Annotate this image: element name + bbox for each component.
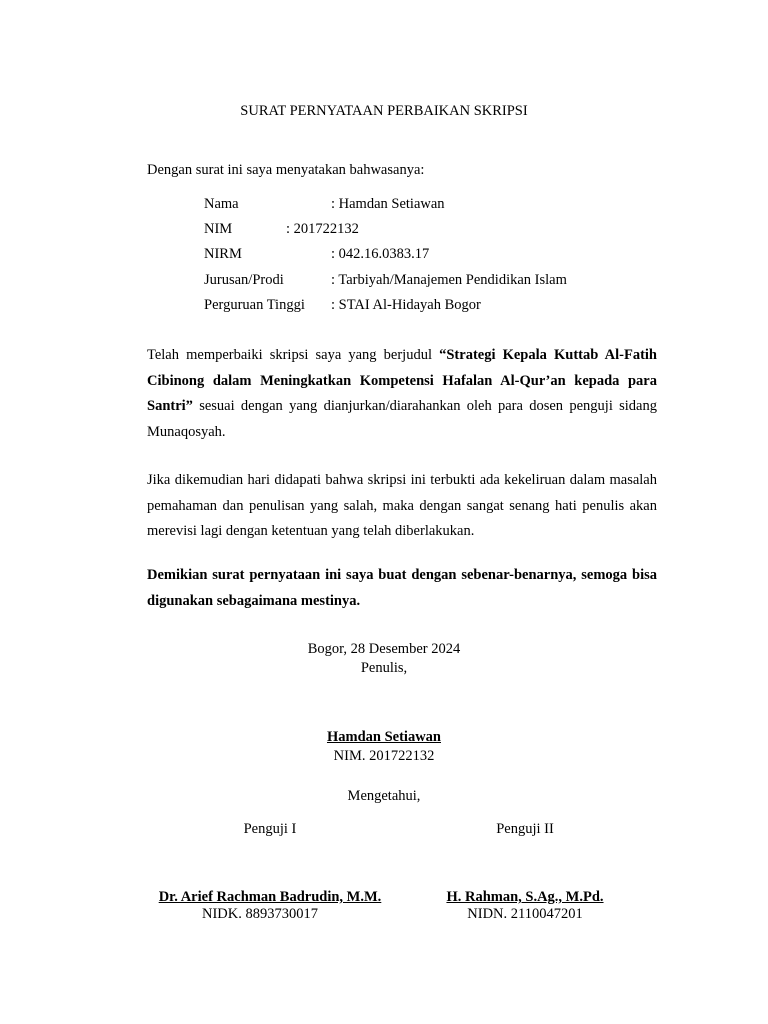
identity-label: Perguruan Tinggi xyxy=(204,297,305,313)
identity-label: NIM xyxy=(204,221,233,237)
examiner2-name: H. Rahman, S.Ag., M.Pd. xyxy=(446,889,604,905)
identity-label: Nama xyxy=(204,196,239,212)
statement-paragraph xyxy=(147,343,657,445)
identity-value: : Hamdan Setiawan xyxy=(331,196,445,212)
statement-rest: sesuai dengan yang dianjurkan/diarahankan oleh para dosen penguji sidang Munaqosyah. xyxy=(147,398,657,440)
identity-value: : 201722132 xyxy=(286,221,359,237)
identity-value: : Tarbiyah/Manajemen Pendidikan Islam xyxy=(331,272,567,288)
acknowledged-label: Mengetahui, xyxy=(347,788,421,804)
identity-label: Jurusan/Prodi xyxy=(204,272,284,288)
thesis-title: “Strategi Kepala Kuttab Al-Fatih Cibinong dalam Meningkatkan Kompetensi Hafalan Al-Qur’an kepada para Santri” xyxy=(147,347,657,414)
writer-role: Penulis, xyxy=(360,660,408,676)
examiner2-id: NIDN. 2110047201 xyxy=(467,906,583,922)
examiner2-role: Penguji II xyxy=(496,821,554,837)
identity-value: : STAI Al-Hidayah Bogor xyxy=(331,297,481,313)
identity-value: : 042.16.0383.17 xyxy=(331,246,430,262)
examiner1-role: Penguji I xyxy=(243,821,297,837)
examiner1-id: NIDK. 8893730017 xyxy=(202,906,318,922)
intro-text: Dengan surat ini saya menyatakan bahwasanya: xyxy=(147,162,425,178)
statement-lead: Telah memperbaiki skripsi saya yang berjudul xyxy=(147,347,440,363)
closing-paragraph: Demikian surat pernyataan ini saya buat dengan sebenar-benarnya, semoga bisa digunakan sebagaimana mestinya. xyxy=(147,567,657,609)
examiner1-name: Dr. Arief Rachman Badrudin, M.M. xyxy=(158,889,382,905)
writer-nim: NIM. 201722132 xyxy=(333,748,435,764)
revision-paragraph: Jika dikemudian hari didapati bahwa skripsi ini terbukti ada kekeliruan dalam masalah pemahaman dan penulisan yang salah, maka dengan sangat senang hati penulis akan merevisi lagi dengan ketentuan yang telah diberlakukan. xyxy=(147,472,657,539)
writer-name: Hamdan Setiawan xyxy=(326,729,441,745)
place-date: Bogor, 28 Desember 2024 xyxy=(307,641,461,657)
identity-label: NIRM xyxy=(204,246,242,262)
document-title: SURAT PERNYATAAN PERBAIKAN SKRIPSI xyxy=(240,103,528,119)
